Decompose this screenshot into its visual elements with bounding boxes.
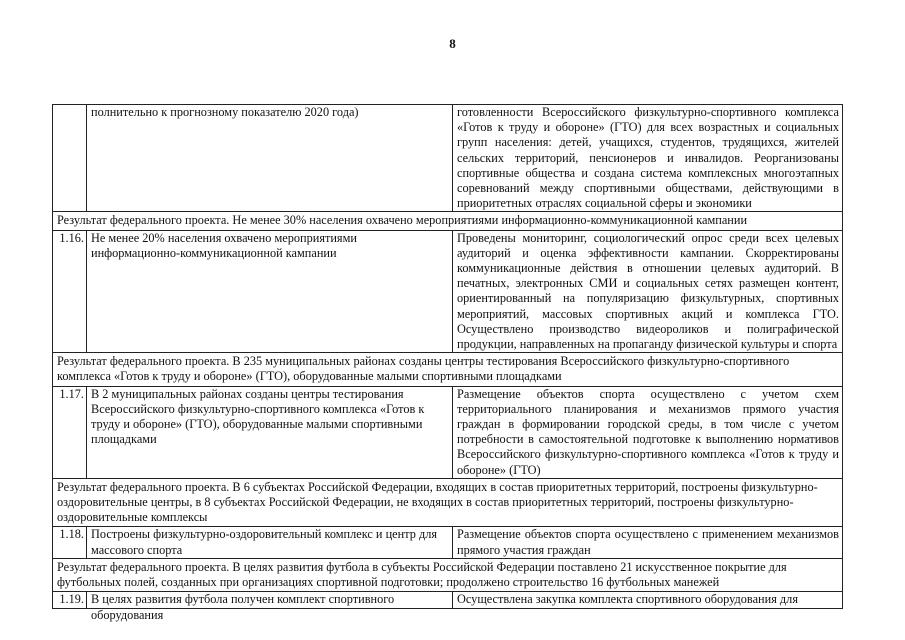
result-row	[53, 353, 843, 386]
page-number: 8	[449, 36, 456, 51]
indicator-cell: Не менее 20% населения охвачено мероприятиями информационно-коммуникационной кампании	[87, 230, 453, 353]
indicator-text: В целях развития футбола получен комплект спортивного оборудования	[91, 592, 395, 622]
description-text: Осуществлена закупка комплекта спортивного оборудования для	[457, 592, 798, 607]
result-row	[53, 212, 843, 230]
result-text: Результат федерального проекта. В 235 муниципальных районах созданы центры тестирования Всероссийского физкультурно-спортивного комплекса «Готов к труду и обороне» (ГТО), оборудованные малыми спортивными площадками	[53, 353, 843, 386]
description-cell	[453, 592, 843, 608]
result-row	[53, 478, 843, 527]
document-table	[52, 104, 843, 622]
row-number	[53, 105, 87, 212]
indicator-cell: полнительно к прогнозному показателю 2020 года)	[87, 105, 453, 212]
row-number: 1.18.	[53, 527, 87, 558]
row-number: 1.16.	[53, 230, 87, 353]
row-number: 1.19.	[53, 592, 87, 608]
result-text: Результат федерального проекта. В целях развития футбола в субъекты Российской Федерации поставлено 21 искусственное покрытие для футбольных полей, созданных при организациях спортивной подготовки; продолжено строительство 16 футбольных манежей	[53, 558, 843, 591]
table-row	[53, 230, 843, 353]
description-cell: Проведены мониторинг, социологический опрос среди всех целевых аудиторий и оценка эффективности кампании. Скорректированы коммуникационные действия в отношении целевых аудиторий. В печатных, электронных СМИ и социальных сетях размещен контент, ориентированный на популяризацию физкультурных, спортивных мероприятий, массовых спортивных акций и комплекса ГТО. Осуществлено производство видеороликов и полиграфической продукции, направленных на пропаганду физической культуры и спорта	[453, 230, 843, 353]
result-row	[53, 558, 843, 591]
description-cell: Размещение объектов спорта осуществлено с применением механизмов прямого участия граждан	[453, 527, 843, 558]
indicator-cell: В 2 муниципальных районах созданы центры тестирования Всероссийского физкультурно-спортивного комплекса «Готов к труду и обороне» (ГТО), оборудованные малыми спортивными площадками	[87, 386, 453, 478]
table-row	[53, 527, 843, 558]
indicator-cell	[87, 592, 453, 622]
result-text: Результат федерального проекта. Не менее 30% населения охвачено мероприятиями информационно-коммуникационной кампании	[53, 212, 843, 230]
indicator-cell: Построены физкультурно-оздоровительный комплекс и центр для массового спорта	[87, 527, 453, 558]
row-number: 1.17.	[53, 386, 87, 478]
table-row	[53, 386, 843, 478]
table-row	[53, 592, 843, 608]
description-cell: готовленности Всероссийского физкультурно-спортивного комплекса «Готов к труду и обороне» (ГТО) для всех возрастных и социальных групп населения: детей, учащихся, студентов, трудящихся, жителей сельских территорий, пенсионеров и инвалидов. Реорганизованы спортивные общества и создана система комплексных многоэтапных соревнований между спортивными обществами, действующими в приоритетных отраслях социальной сферы и экономики	[453, 105, 843, 212]
table-row	[53, 105, 843, 212]
description-cell: Размещение объектов спорта осуществлено с учетом схем территориального планирования и механизмов прямого участия граждан в формировании городской среды, в том числе с учетом потребности в самостоятельной подготовке к выполнению нормативов Всероссийского физкультурно-спортивного комплекса «Готов к труду и обороне» (ГТО)	[453, 386, 843, 478]
result-text: Результат федерального проекта. В 6 субъектах Российской Федерации, входящих в состав приоритетных территорий, построены физкультурно-оздоровительные центры, в 8 субъектах Российской Федерации, не входящих в состав приоритетных территорий, построены физкультурно-оздоровительные комплексы	[53, 478, 843, 527]
